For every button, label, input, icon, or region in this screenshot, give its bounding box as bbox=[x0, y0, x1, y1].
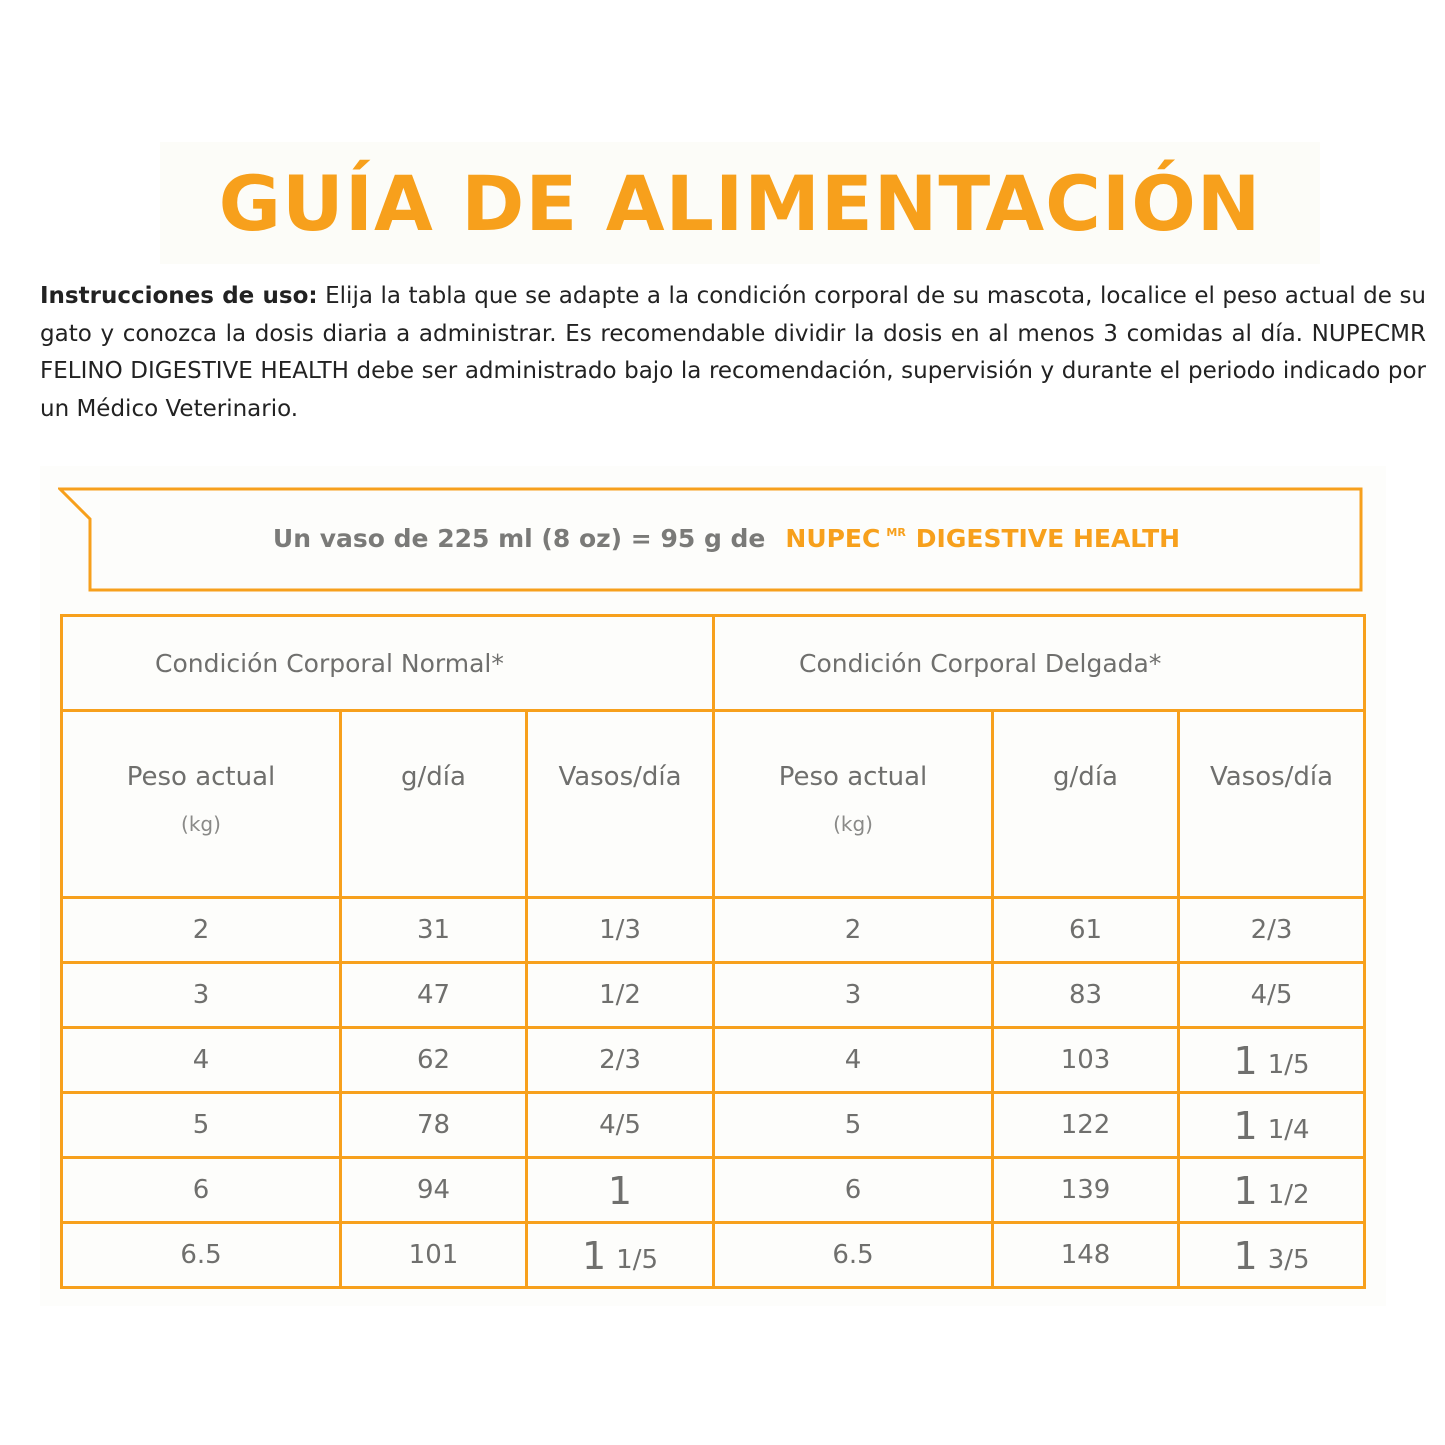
group-thin-header: Condición Corporal Delgada* bbox=[714, 616, 1365, 711]
table-row bbox=[62, 1158, 1365, 1223]
column-header-weight bbox=[62, 711, 341, 898]
instructions-label: Instrucciones de uso: bbox=[40, 283, 318, 309]
cups-whole: 1 bbox=[1233, 1104, 1258, 1148]
cups-fraction: 1/5 bbox=[616, 1245, 659, 1275]
weight-unit: (kg) bbox=[181, 812, 221, 836]
feeding-table bbox=[60, 614, 1366, 1289]
column-header-weight bbox=[714, 711, 993, 898]
cups-fraction: 3/5 bbox=[1267, 1245, 1310, 1275]
cups-label: Vasos/día bbox=[1209, 762, 1334, 792]
thin-grams-cell: 103 bbox=[993, 1028, 1179, 1093]
cups-fraction: 1/5 bbox=[1267, 1050, 1310, 1080]
cups-whole: 1 bbox=[1233, 1169, 1258, 1213]
group-header-row bbox=[62, 616, 1365, 711]
instructions-text: Elija la tabla que se adapte a la condición corporal de su mascota, localice el peso actual de su gato y conozca la dosis diaria a administrar. Es recomendable dividir la dosis en al menos 3 comidas al día. NUPECMR FELINO DIGESTIVE HEALTH debe ser administrado bajo la recomendación, supervisión y durante el periodo indicado por un Médico Veterinario. bbox=[40, 283, 1427, 422]
thin-cups-cell bbox=[1179, 1158, 1365, 1223]
grams-label: g/día bbox=[401, 762, 466, 792]
group-normal-header: Condición Corporal Normal* bbox=[62, 616, 714, 711]
normal-cups-cell bbox=[527, 963, 714, 1028]
thin-cups-cell bbox=[1179, 1223, 1365, 1288]
cups-fraction: 1/3 bbox=[599, 915, 641, 945]
normal-cups-cell bbox=[527, 1028, 714, 1093]
cups-label: Vasos/día bbox=[558, 762, 682, 792]
table-row bbox=[62, 1223, 1365, 1288]
weight-unit: (kg) bbox=[833, 812, 873, 836]
thin-cups-cell bbox=[1179, 963, 1365, 1028]
normal-cups-cell bbox=[527, 1158, 714, 1223]
table-row bbox=[62, 1028, 1365, 1093]
page-title: GUÍA DE ALIMENTACIÓN bbox=[218, 158, 1262, 248]
column-header-cups bbox=[1179, 711, 1365, 898]
banner-brand: NUPEC bbox=[785, 524, 881, 553]
thin-weight-cell: 2 bbox=[714, 898, 993, 963]
column-header-grams bbox=[993, 711, 1179, 898]
normal-cups-cell bbox=[527, 1093, 714, 1158]
weight-label: Peso actual bbox=[126, 762, 276, 792]
serving-banner bbox=[58, 487, 1363, 592]
thin-weight-cell: 6.5 bbox=[714, 1223, 993, 1288]
normal-cups-cell bbox=[527, 1223, 714, 1288]
normal-grams-cell: 47 bbox=[341, 963, 527, 1028]
normal-grams-cell: 78 bbox=[341, 1093, 527, 1158]
normal-weight-cell: 5 bbox=[62, 1093, 341, 1158]
normal-grams-cell: 62 bbox=[341, 1028, 527, 1093]
cups-whole: 1 bbox=[1233, 1234, 1258, 1278]
cups-fraction: 2/3 bbox=[1250, 915, 1293, 945]
thin-weight-cell: 4 bbox=[714, 1028, 993, 1093]
thin-cups-cell bbox=[1179, 1028, 1365, 1093]
title-band bbox=[160, 142, 1320, 264]
cups-fraction: 1/2 bbox=[599, 980, 641, 1010]
thin-grams-cell: 139 bbox=[993, 1158, 1179, 1223]
banner-product: DIGESTIVE HEALTH bbox=[915, 524, 1181, 553]
cups-fraction: 1/2 bbox=[1267, 1180, 1310, 1210]
banner-serving-text: Un vaso de 225 ml (8 oz) = 95 g de bbox=[272, 524, 766, 553]
normal-weight-cell: 6 bbox=[62, 1158, 341, 1223]
thin-grams-cell: 83 bbox=[993, 963, 1179, 1028]
weight-label: Peso actual bbox=[778, 762, 928, 792]
normal-weight-cell: 2 bbox=[62, 898, 341, 963]
instructions-paragraph bbox=[40, 278, 1426, 428]
cups-fraction: 1/4 bbox=[1267, 1115, 1310, 1145]
grams-label: g/día bbox=[1053, 762, 1118, 792]
cups-fraction: 4/5 bbox=[1250, 980, 1293, 1010]
cups-whole: 1 bbox=[581, 1234, 607, 1278]
table-row bbox=[62, 1093, 1365, 1158]
normal-grams-cell: 31 bbox=[341, 898, 527, 963]
banner-text bbox=[90, 487, 1363, 592]
thin-weight-cell: 6 bbox=[714, 1158, 993, 1223]
thin-cups-cell bbox=[1179, 898, 1365, 963]
normal-weight-cell: 4 bbox=[62, 1028, 341, 1093]
thin-grams-cell: 61 bbox=[993, 898, 1179, 963]
normal-grams-cell: 101 bbox=[341, 1223, 527, 1288]
cups-fraction: 4/5 bbox=[599, 1110, 641, 1140]
thin-grams-cell: 148 bbox=[993, 1223, 1179, 1288]
table-row bbox=[62, 898, 1365, 963]
cups-whole: 1 bbox=[1233, 1039, 1258, 1083]
table-row bbox=[62, 963, 1365, 1028]
column-header-row bbox=[62, 711, 1365, 898]
thin-cups-cell bbox=[1179, 1093, 1365, 1158]
normal-weight-cell: 6.5 bbox=[62, 1223, 341, 1288]
cups-whole: 1 bbox=[607, 1169, 633, 1213]
normal-grams-cell: 94 bbox=[341, 1158, 527, 1223]
column-header-cups bbox=[527, 711, 714, 898]
thin-weight-cell: 5 bbox=[714, 1093, 993, 1158]
banner-trademark: MR bbox=[886, 526, 906, 539]
normal-weight-cell: 3 bbox=[62, 963, 341, 1028]
normal-cups-cell bbox=[527, 898, 714, 963]
thin-grams-cell: 122 bbox=[993, 1093, 1179, 1158]
cups-fraction: 2/3 bbox=[599, 1045, 641, 1075]
column-header-grams bbox=[341, 711, 527, 898]
thin-weight-cell: 3 bbox=[714, 963, 993, 1028]
